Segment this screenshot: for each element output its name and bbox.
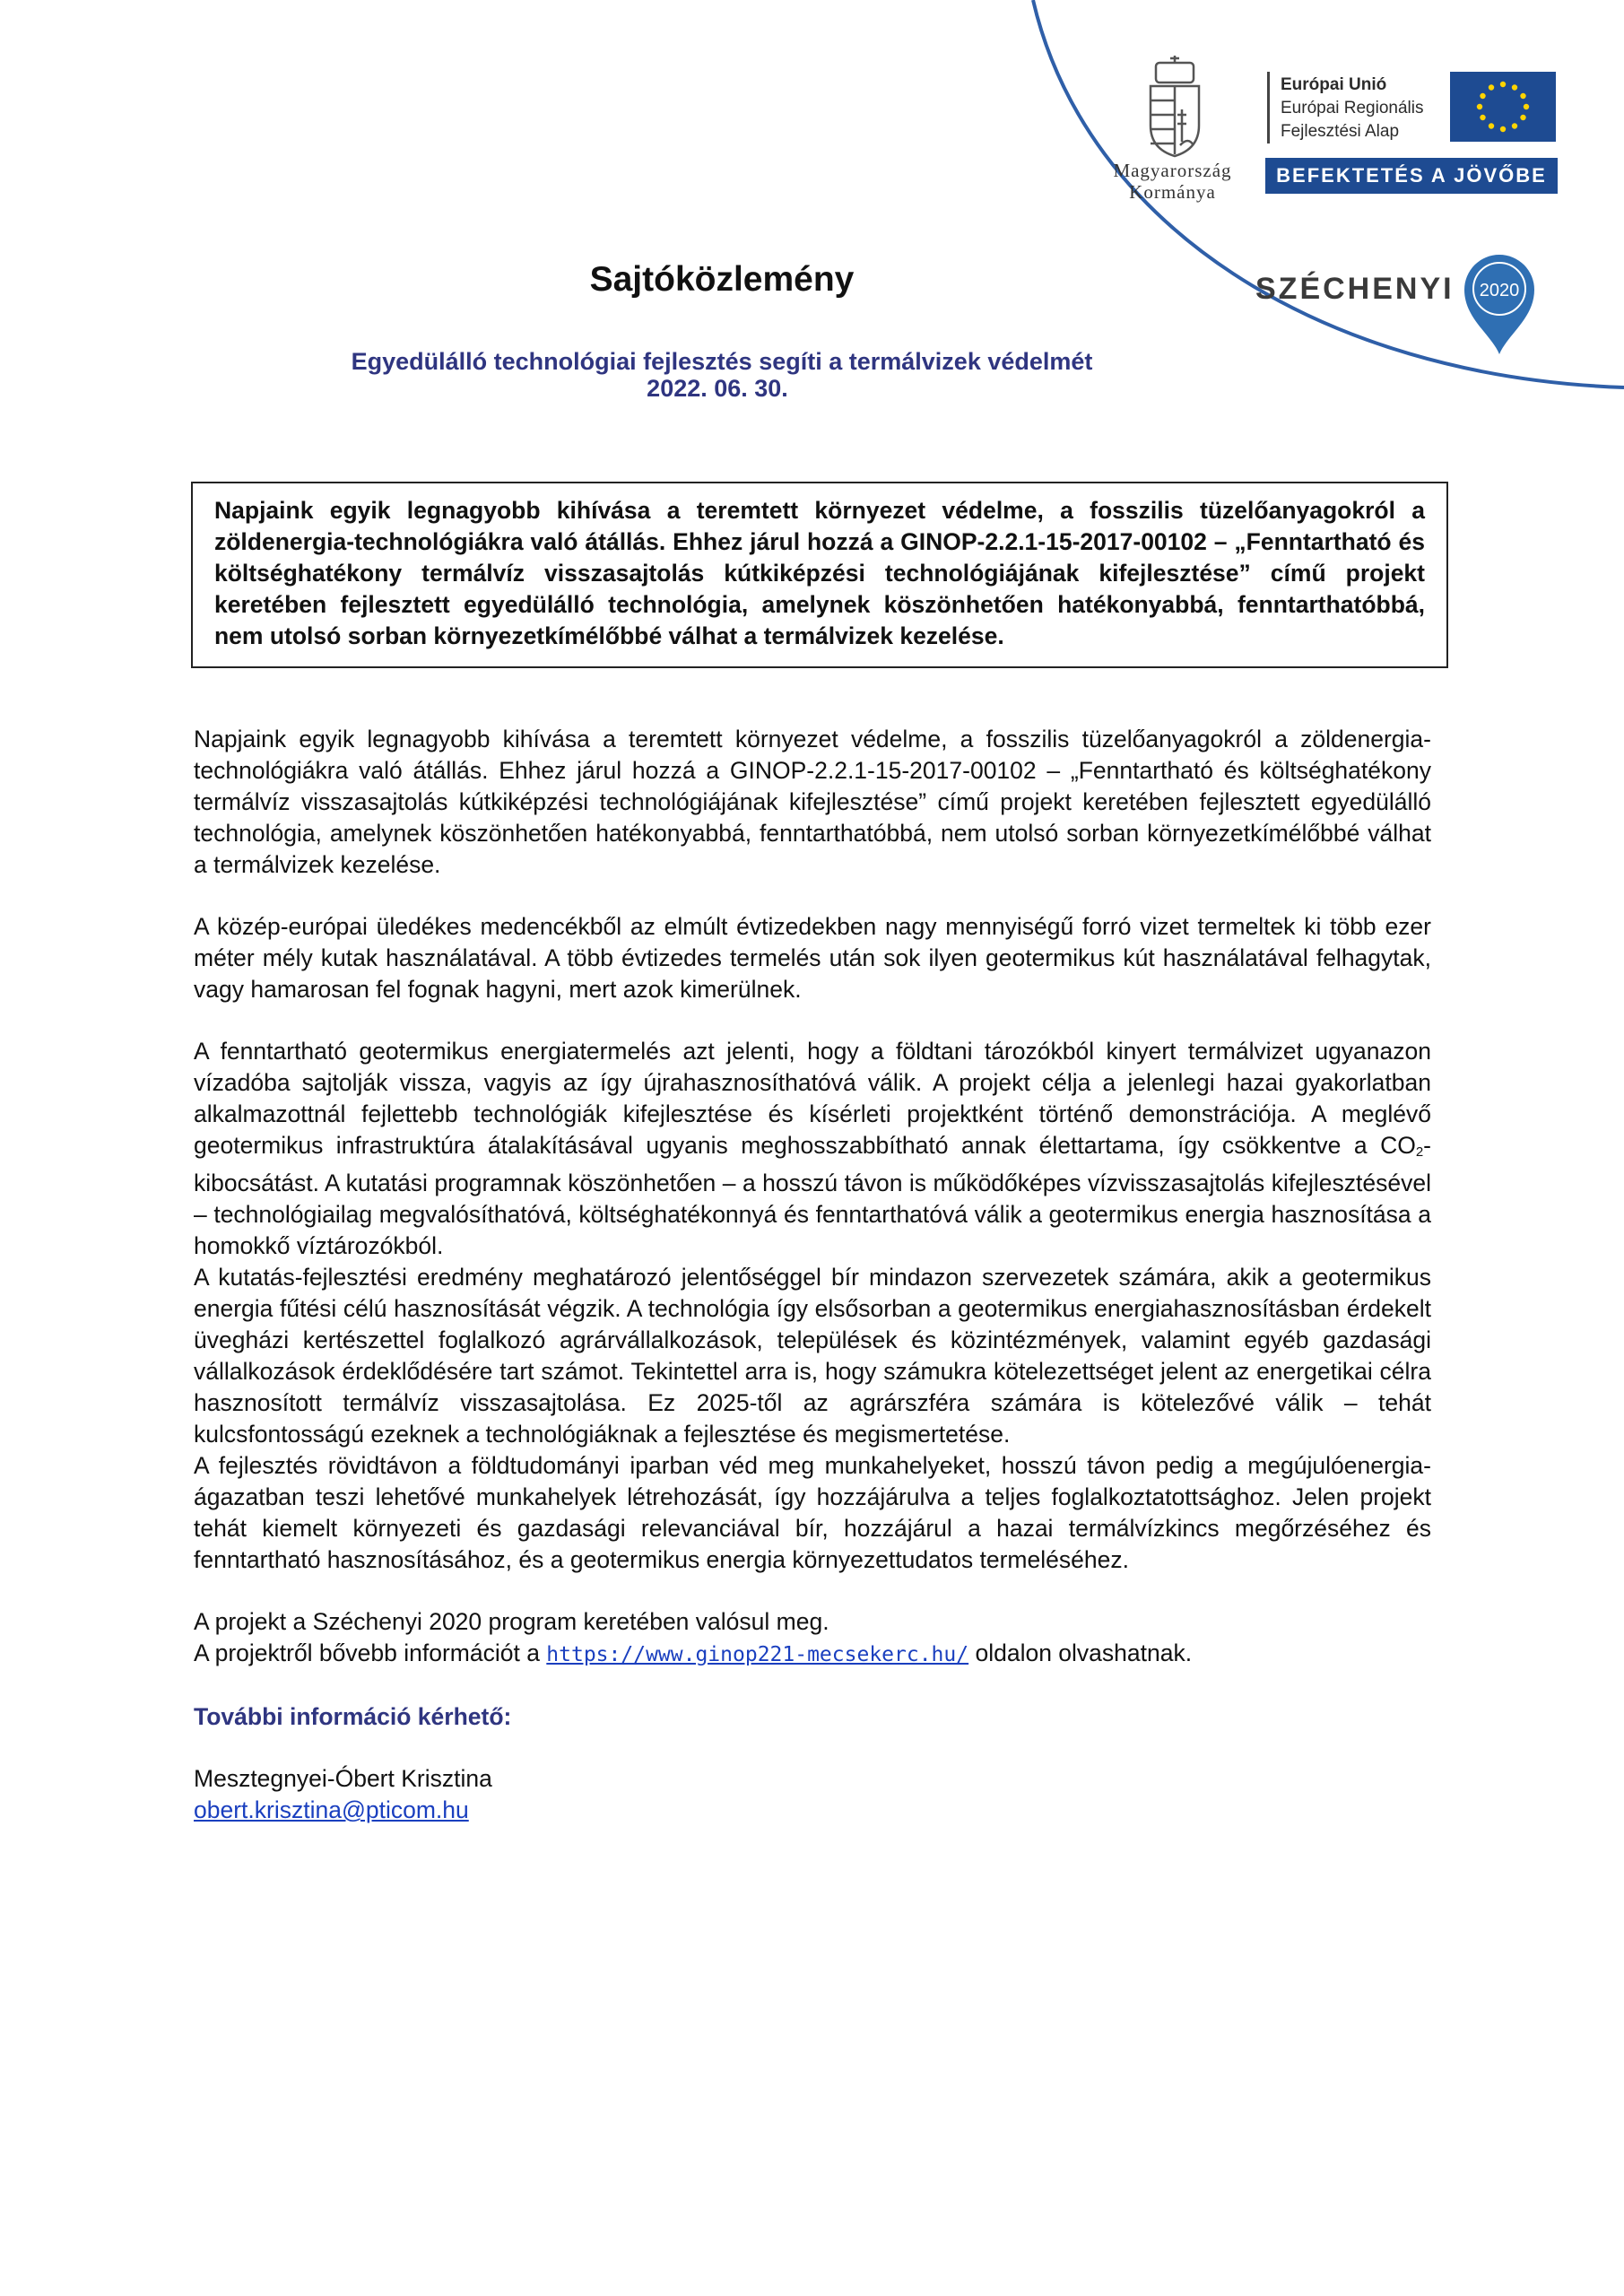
co2-subscript: 2 [1415, 1144, 1424, 1160]
subtitle: Egyedülálló technológiai fejlesztés segíti a termálvizek védelmét [351, 348, 1093, 375]
szechenyi-logo-text: SZÉCHENYI [1255, 272, 1455, 306]
szechenyi-pin-icon [1459, 248, 1540, 356]
gov-line-2: Kormánya [1129, 181, 1216, 203]
paragraph-7-suffix: oldalon olvashatnak. [968, 1639, 1193, 1666]
paragraph-7-text: A projektről bővebb információt a [194, 1639, 547, 1666]
more-info-heading: További információ kérhető: [194, 1703, 512, 1730]
paragraph-3-part-1: A fenntartható geotermikus energiatermelés azt jelenti, hogy a földtani tározókból kinyert termálvizet ugyanazon vízadóba sajtolják vissza, vagyis az így újrahasznosíthatóvá válik. A projekt célja a jelenlegi hazai gyakorlatban alkalmazottnál fejlettebb technológiák kifejlesztése és kísérleti projektként történő demonstrációja. A meglévő geotermikus infrastruktúra átalakításával ugyanis meghosszabbítható annak élettartama, így csökkentve a CO [194, 1038, 1431, 1159]
paragraph-1: Napjaink egyik legnagyobb kihívása a teremtett környezet védelme, a fosszilis tüzelőanyagokról a zöldenergia-technológiákra való átállás. Ehhez járul hozzá a GINOP-2.2.1-15-2017-00102 – „Fenntartható és költséghatékony termálvíz visszasajtolás kútkiképzési technológiájának kifejlesztése” című projekt keretében fejlesztett egyedülálló technológia, amelynek köszönhetően hatékonyabbá, fenntarthatóbbá, nem utolsó sorban környezetkímélőbbé válhat a termálvizek kezelése. [194, 726, 1431, 878]
paragraph-5: A fejlesztés rövidtávon a földtudományi iparban véd meg munkahelyeket, hosszú távon pedig a megújulóenergia-ágazatban teszi lehetővé munkahelyek létrehozását, így hozzájárulva a teljes foglalkoztatottsághoz. Jelen projekt tehát kiemelt környezeti és gazdasági relevanciával bír, hozzájárul a hazai termálvízkincs megőrzéséhez és fenntartható hasznosításához, és a geotermikus energia környezettudatos termeléséhez. [194, 1452, 1431, 1573]
release-date: 2022. 06. 30. [647, 375, 788, 402]
contact-name: Mesztegnyei-Óbert Krisztina [194, 1765, 492, 1792]
government-name [1081, 160, 1264, 203]
eu-banner: BEFEKTETÉS A JÖVŐBE [1265, 158, 1558, 194]
paragraph-4: A kutatás-fejlesztési eredmény meghatározó jelentőséggel bír mindazon szervezetek számára, akik a geotermikus energia fűtési célú hasznosítását végzik. A technológia így elsősorban a geotermikus energiahasznosításban érdekelt üvegházi kertészettel foglalkozó agrárvállalkozások, települések és közintézmények, valamint egyéb gazdasági vállalkozások érdeklődésére tart számot. Tekintettel arra is, hogy számukra kötelezettséget jelent az energetikai célra hasznosított termálvíz visszasajtolása. Ez 2025-től az agrárszféra számára is kötelezővé válik – tehát kulcsfontosságú ezeknek a technológiáknak a fejlesztése és megismertetése. [194, 1264, 1431, 1448]
page-title: Sajtóközlemény [589, 260, 855, 299]
eu-flag-icon [1450, 72, 1556, 142]
eu-line-1: Európai Unió [1281, 75, 1387, 94]
main-body [194, 724, 1431, 1826]
eu-line-3: Fejlesztési Alap [1281, 122, 1400, 141]
contact-email-link[interactable]: obert.krisztina@pticom.hu [194, 1796, 469, 1823]
eu-line-2: Európai Regionális [1281, 99, 1424, 117]
paragraph-7 [194, 1638, 1431, 1671]
gov-line-1: Magyarország [1113, 160, 1232, 181]
szechenyi-year: 2020 [1479, 281, 1520, 300]
lead-box: Napjaink egyik legnagyobb kihívása a teremtett környezet védelme, a fosszilis tüzelőanyagokról a zöldenergia-technológiákra való átállás. Ehhez járul hozzá a GINOP-2.2.1-15-2017-00102 – „Fenntartható és költséghatékony termálvíz visszasajtolás kútkiképzési technológiájának kifejlesztése” című projekt keretében fejlesztett egyedülálló technológia, amelynek köszönhetően hatékonyabbá, fenntarthatóbbá, nem utolsó sorban környezetkímélőbbé válhat a termálvizek kezelése. [191, 482, 1448, 668]
paragraph-3-part-2: -kibocsátást. A kutatási programnak köszönhetően – a hosszú távon is működőképes vízvisszasajtolás kifejlesztésével – technológiailag megvalósíthatóvá, költséghatékonnyá és fenntarthatóvá válik a geotermikus energia hasznosítása a homokkő víztározókból. [194, 1132, 1431, 1259]
paragraph-6: A projekt a Széchenyi 2020 program keretében valósul meg. [194, 1608, 829, 1635]
eu-divider [1267, 72, 1270, 144]
project-website-link[interactable]: https://www.ginop221-mecsekerc.hu/ [546, 1643, 969, 1666]
eu-text [1281, 74, 1424, 144]
paragraph-3 [194, 1036, 1431, 1262]
paragraph-2: A közép-európai üledékes medencékből az elmúlt évtizedekben nagy mennyiségű forró vizet termeltek ki több ezer méter mély kutak használatával. A több évtizedes termelés után sok ilyen geotermikus kút használatával felhagytak, vagy hamarosan fel fognak hagyni, mert azok kimerülnek. [194, 913, 1431, 1003]
